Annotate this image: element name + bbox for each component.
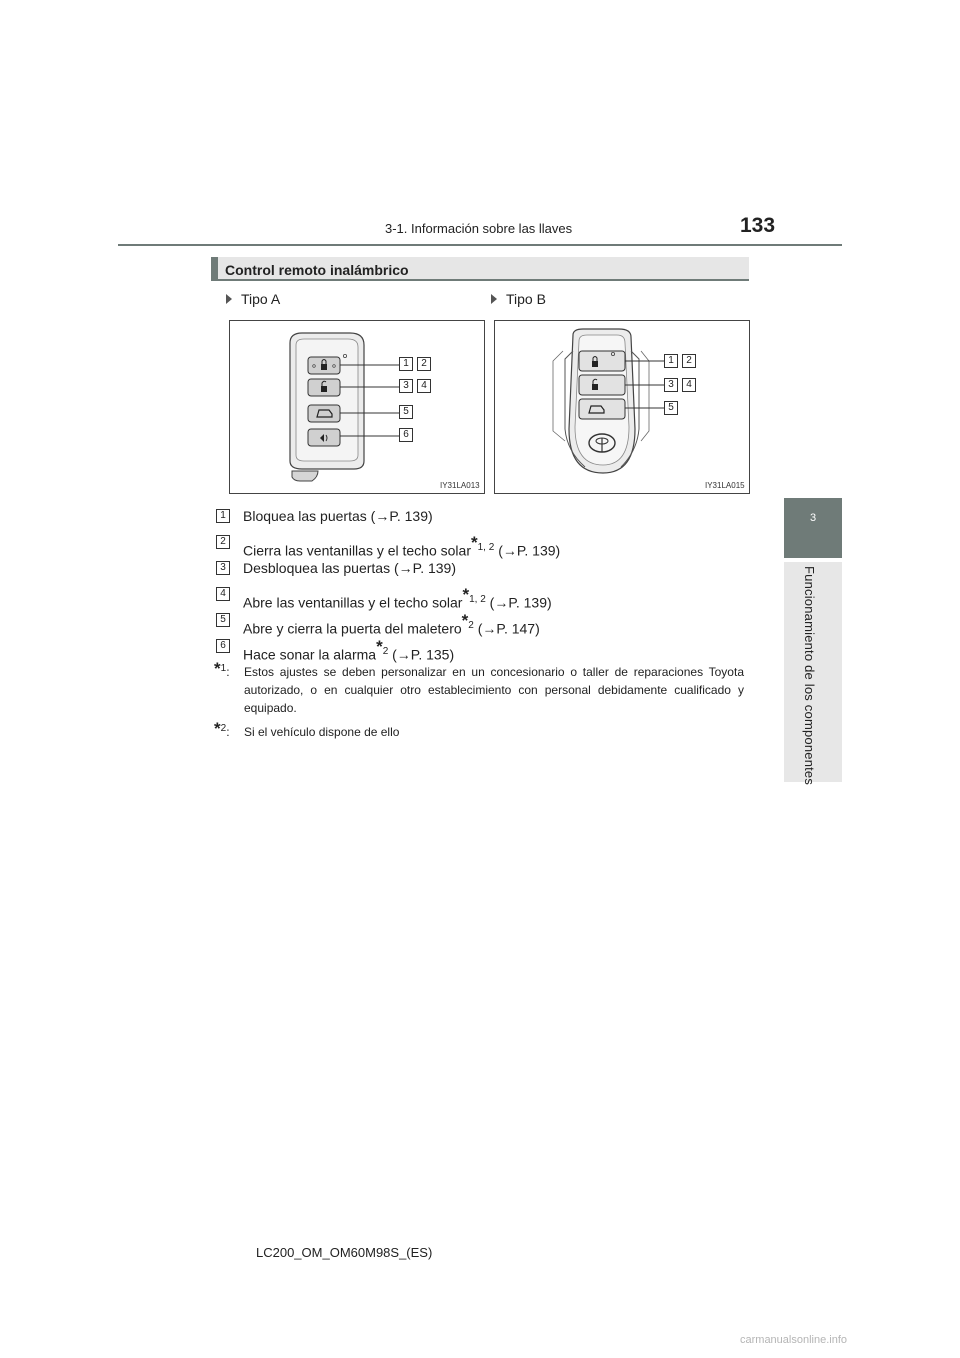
triangle-bullet-icon bbox=[226, 294, 232, 304]
header-section-title: 3-1. Información sobre las llaves bbox=[385, 221, 573, 236]
watermark: carmanualsonline.info bbox=[740, 1334, 848, 1346]
list-item: Abre las ventanillas y el techo solar$^{*1, 2}$ (→P. 139) bbox=[243, 585, 552, 611]
footer-doc-code: LC200_OM_OM60M98S_(ES) bbox=[256, 1245, 433, 1260]
callout-4: 4 bbox=[682, 378, 696, 392]
callout-3: 3 bbox=[399, 379, 413, 393]
callout-2: 2 bbox=[417, 357, 431, 371]
chapter-tab bbox=[784, 498, 842, 558]
item-number-badge: 6 bbox=[216, 639, 230, 653]
callout-2: 2 bbox=[682, 354, 696, 368]
footnote-2: *$^2$: Si el vehículo dispone de ello bbox=[214, 719, 400, 739]
callout-5: 5 bbox=[399, 405, 413, 419]
list-item: Cierra las ventanillas y el techo solar$^{*1, 2}$ (→P. 139) bbox=[243, 533, 561, 559]
item-number-badge: 2 bbox=[216, 535, 230, 549]
chapter-title: Funcionamiento de los componentes bbox=[802, 566, 817, 786]
callout-6: 6 bbox=[399, 428, 413, 442]
remote-key-type-a-illustration bbox=[230, 321, 484, 493]
header-rule bbox=[118, 244, 842, 246]
type-a-label: Tipo A bbox=[226, 291, 280, 307]
callout-1: 1 bbox=[664, 354, 678, 368]
item-number-badge: 1 bbox=[216, 509, 230, 523]
list-item: Hace sonar la alarma$^{*2}$ (→P. 135) bbox=[243, 637, 455, 663]
item-number-badge: 3 bbox=[216, 561, 230, 575]
item-number-badge: 4 bbox=[216, 587, 230, 601]
figure-code: IY31LA015 bbox=[705, 481, 745, 490]
item-number-badge: 5 bbox=[216, 613, 230, 627]
figure-type-a bbox=[229, 320, 485, 494]
callout-5: 5 bbox=[664, 401, 678, 415]
page-number: 133 bbox=[740, 214, 776, 237]
triangle-bullet-icon bbox=[491, 294, 497, 304]
callout-1: 1 bbox=[399, 357, 413, 371]
footnote-1: *$^1$: Estos ajustes se deben personalizar en un concesionario o taller de reparaciones Toyota autorizado, o en cualquier otro establecimiento con personal debidamente cualificado y equipado. bbox=[214, 659, 744, 715]
figure-code: IY31LA013 bbox=[440, 481, 480, 490]
list-item: Desbloquea las puertas (→P. 139) bbox=[243, 560, 456, 576]
section-accent bbox=[211, 257, 218, 281]
callout-3: 3 bbox=[664, 378, 678, 392]
list-item: Abre y cierra la puerta del maletero$^{*2}$ (→P. 147) bbox=[243, 611, 540, 637]
figure-type-b bbox=[494, 320, 750, 494]
list-item: Bloquea las puertas (→P. 139) bbox=[243, 508, 433, 524]
callout-4: 4 bbox=[417, 379, 431, 393]
remote-key-type-b-illustration bbox=[495, 321, 749, 493]
chapter-number: 3 bbox=[809, 512, 817, 524]
section-title: Control remoto inalámbrico bbox=[225, 262, 409, 278]
type-b-label: Tipo B bbox=[491, 291, 546, 307]
